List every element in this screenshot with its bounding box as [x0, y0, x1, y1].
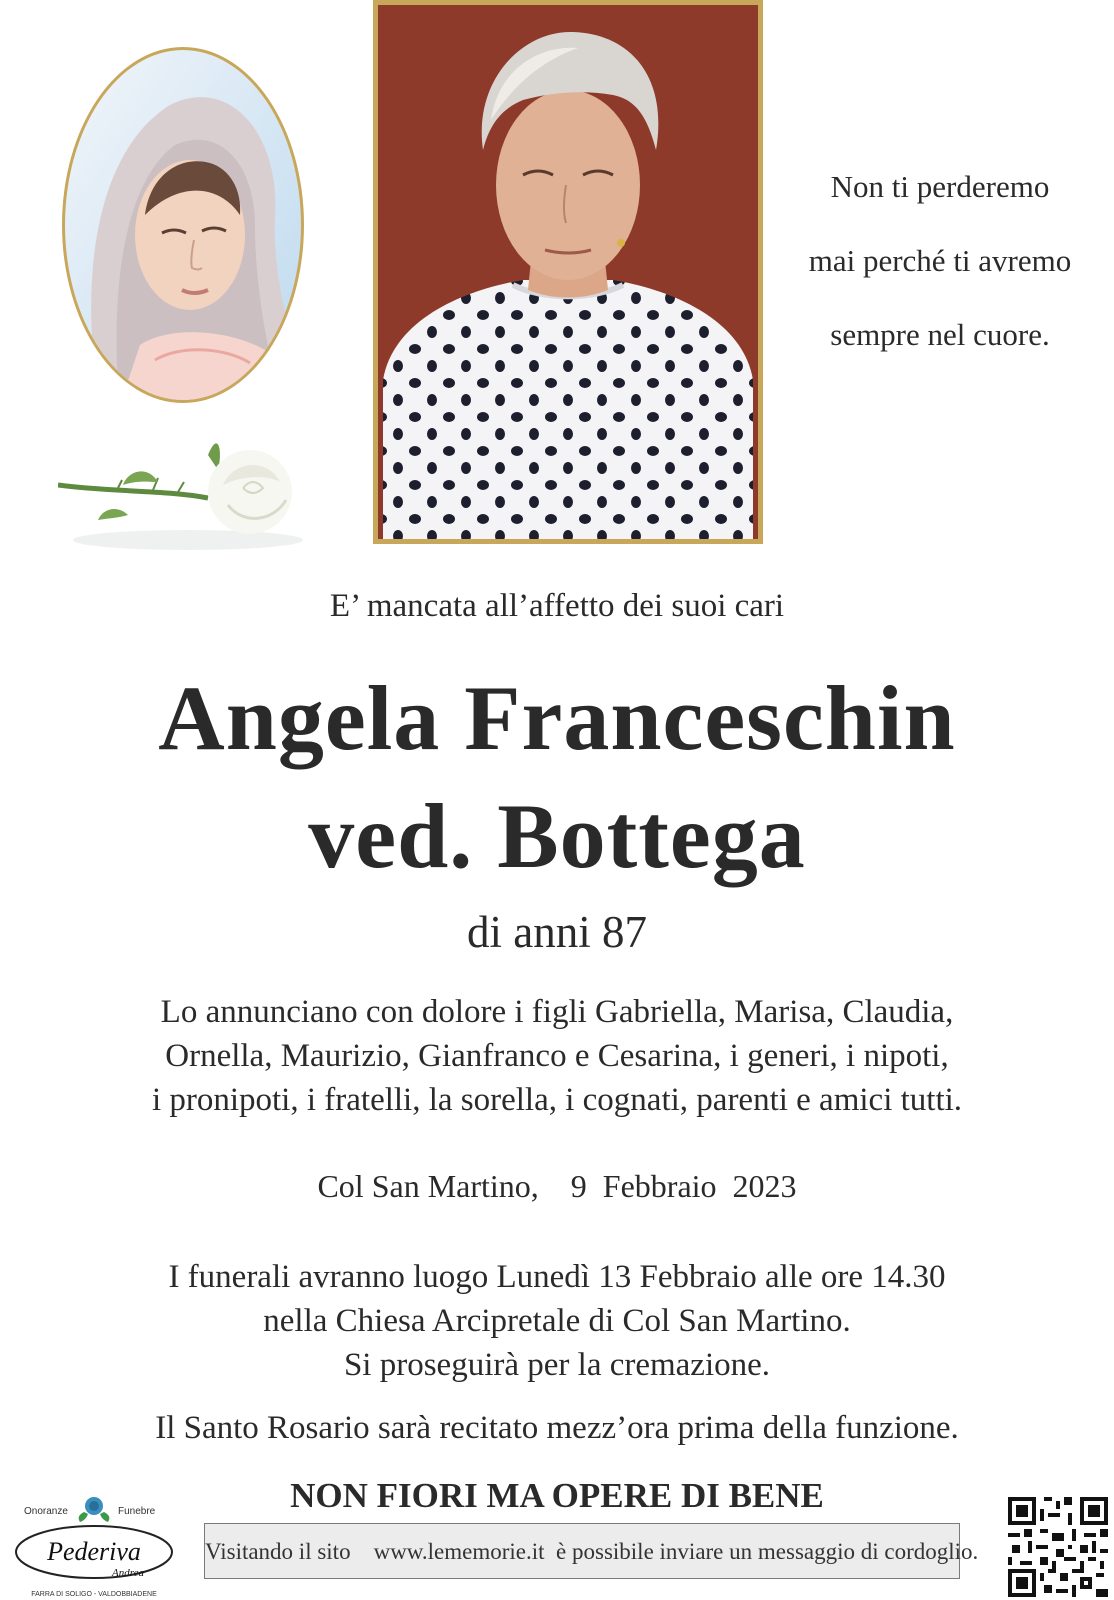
announcement-line: i pronipoti, i fratelli, la sorella, i cognati, parenti e amici tutti.	[151, 1082, 963, 1118]
condolence-message-box	[204, 1523, 979, 1579]
funeral-line: I funerali avranno luogo Lunedì 13 Febbraio alle ore 14.30	[168, 1259, 946, 1295]
rosary-notice: Il Santo Rosario sarà recitato mezz’ora prima della funzione.	[155, 1410, 959, 1446]
logo-top-right: Funebre	[118, 1506, 156, 1517]
logo-sub: Andrea	[112, 1567, 144, 1579]
logo-locations: FARRA DI SOLIGO - VALDOBBIADENE	[31, 1591, 157, 1598]
quote-line: sempre nel cuore.	[830, 317, 1050, 352]
deceased-name: Angela Franceschin	[158, 667, 956, 769]
qr-code[interactable]	[1008, 1497, 1108, 1597]
logo-brand: Pederiva	[47, 1537, 141, 1566]
announcement-text	[0, 990, 1114, 1122]
no-flowers-notice: NON FIORI MA OPERE DI BENE	[290, 1476, 824, 1515]
place-and-date	[0, 1168, 1114, 1205]
logo-top-left: Onoranze	[24, 1506, 68, 1517]
announcement-line: Lo annunciano con dolore i figli Gabriella, Marisa, Claudia,	[160, 994, 954, 1030]
quote-line: mai perché ti avremo	[808, 243, 1072, 278]
funeral-line: Si proseguirà per la cremazione.	[343, 1347, 771, 1383]
deceased-married-name: ved. Bottega	[308, 785, 806, 887]
funeral-details	[0, 1255, 1114, 1387]
white-rose-image	[58, 430, 308, 560]
deceased-portrait	[373, 0, 763, 544]
place: Col San Martino,	[317, 1168, 539, 1204]
deceased-age: di anni 87	[467, 907, 647, 957]
funeral-line: nella Chiesa Arcipretale di Col San Martino.	[263, 1303, 851, 1339]
message-suffix: è possibile inviare un messaggio di cordoglio.	[556, 1539, 979, 1564]
memorial-quote	[780, 150, 1100, 372]
funeral-home-logo	[10, 1496, 180, 1600]
madonna-portrait	[60, 45, 306, 405]
rose-logo-icon	[79, 1497, 110, 1522]
website-link[interactable]: www.lememorie.it	[373, 1539, 545, 1564]
announcement-line: Ornella, Maurizio, Gianfranco e Cesarina, i generi, i nipoti,	[165, 1038, 949, 1074]
message-prefix: Visitando il sito	[205, 1539, 351, 1564]
quote-line: Non ti perderemo	[830, 169, 1050, 204]
intro-text: E’ mancata all’affetto dei suoi cari	[329, 588, 785, 624]
date: 9 Febbraio 2023	[570, 1168, 797, 1204]
